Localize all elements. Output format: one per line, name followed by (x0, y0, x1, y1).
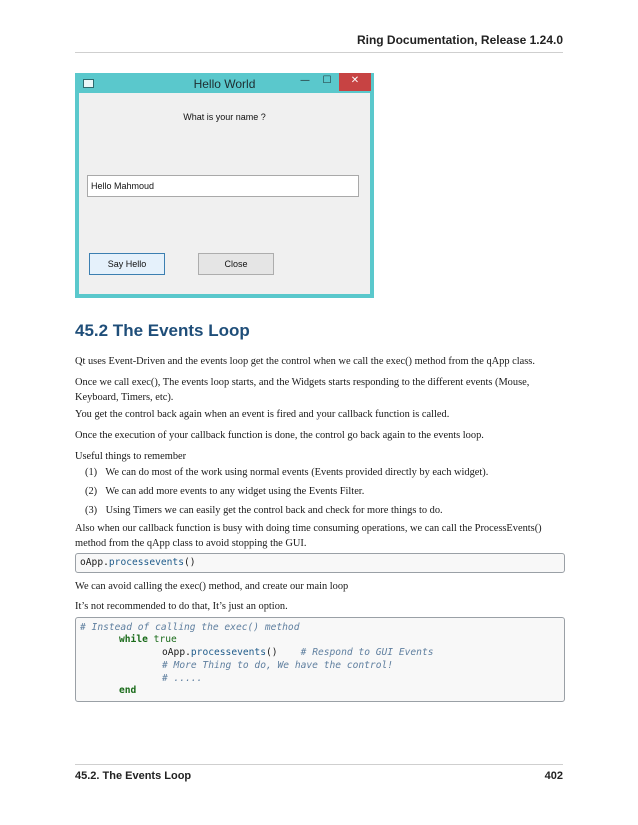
paragraph: Once we call exec(), The events loop starts, and the Widgets starts responding to the different events (Mouse, Keyboard, Timers, etc). (75, 377, 530, 403)
code-token: oApp (80, 557, 104, 568)
list-item (85, 465, 565, 480)
window-titlebar (75, 73, 374, 93)
code-comment: # Respond to GUI Events (300, 647, 434, 658)
code-block (75, 553, 565, 573)
code-token: true (153, 634, 177, 645)
code-line (119, 634, 177, 646)
minimize-icon[interactable]: — (300, 75, 310, 86)
code-comment: # ..... (162, 673, 203, 684)
question-label: What is your name ? (183, 112, 266, 122)
paragraph: Qt uses Event-Driven and the events loop get the control when we call the exec() method from the qApp class. (75, 356, 535, 367)
code-token: oApp (162, 647, 186, 658)
name-input[interactable]: Hello Mahmoud (87, 175, 359, 197)
code-line (80, 557, 196, 569)
paragraph: We can avoid calling the exec() method, and create our main loop (75, 581, 349, 592)
say-hello-button[interactable]: Say Hello (89, 253, 165, 275)
paragraph: Useful things to remember (75, 451, 187, 462)
list-text: We can do most of the work using normal events (Events provided directly by each widget). (105, 467, 489, 478)
close-button[interactable]: Close (198, 253, 274, 275)
code-line (162, 647, 434, 659)
list-item (85, 503, 565, 518)
paragraph: You get the control back again when an event is fired and your callback function is called. (75, 409, 450, 420)
close-icon[interactable]: ✕ (339, 73, 371, 91)
hello-world-window-screenshot (75, 73, 374, 298)
code-line (119, 685, 136, 697)
list-number: (3) (85, 505, 98, 516)
code-keyword: while (119, 634, 148, 645)
paragraph: It’s not recommended to do that, It’s just an option. (75, 601, 288, 612)
code-block (75, 617, 565, 702)
list-item (85, 484, 565, 499)
code-keyword: end (119, 685, 137, 696)
paragraph: Once the execution of your callback function is done, the control go back again to the events loop. (75, 430, 484, 441)
header-divider (75, 52, 563, 53)
code-token: . (103, 557, 109, 568)
maximize-icon[interactable]: ☐ (322, 75, 332, 86)
page-number: 402 (544, 770, 563, 782)
footer-divider (75, 764, 563, 765)
code-token: processevents (108, 557, 184, 568)
code-token: () (265, 647, 278, 658)
code-token: . (185, 647, 191, 658)
list-text: Using Timers we can easily get the control back and check for more things to do. (105, 505, 443, 516)
list-number: (2) (85, 486, 98, 497)
window-title: Hello World (193, 77, 256, 91)
code-token: () (183, 557, 196, 568)
code-comment: # More Thing to do, We have the control! (162, 660, 394, 671)
paragraph: Also when our callback function is busy with doing time consuming operations, we can call the ProcessEvents() method from the qApp class to avoid stopping the GUI. (75, 523, 542, 549)
code-comment: # Instead of calling the exec() method (80, 622, 300, 633)
window-client-area (79, 93, 370, 294)
list-number: (1) (85, 467, 98, 478)
list-text: We can add more events to any widget using the Events Filter. (105, 486, 365, 497)
section-heading: 45.2 The Events Loop (75, 321, 250, 340)
footer-section-name: 45.2. The Events Loop (75, 770, 192, 782)
running-header: Ring Documentation, Release 1.24.0 (356, 33, 563, 47)
code-token: processevents (190, 647, 266, 658)
